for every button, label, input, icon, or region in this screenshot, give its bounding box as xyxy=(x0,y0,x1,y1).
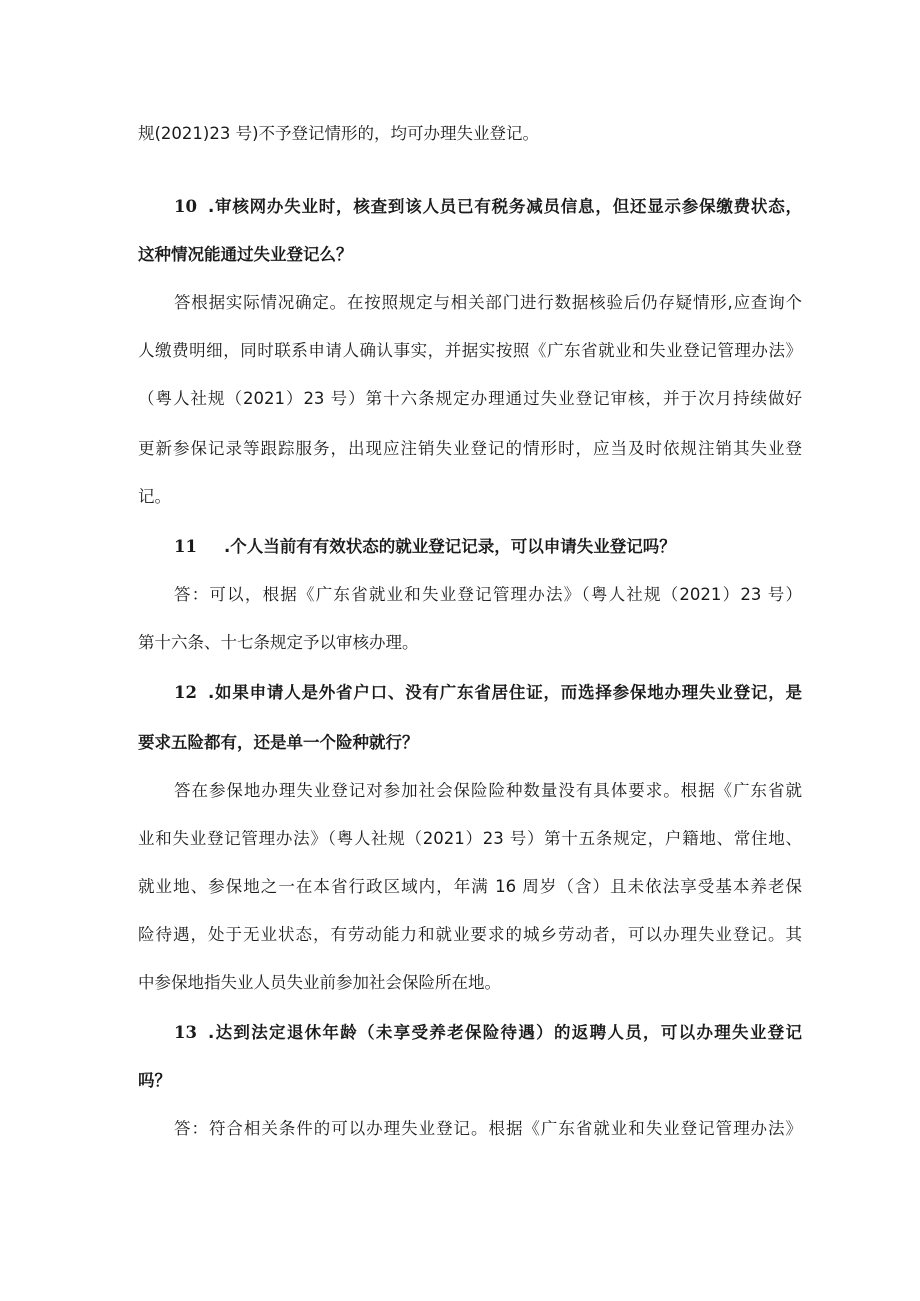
answer-10-line: 更新参保记录等跟踪服务，出现应注销失业登记的情形时，应当及时依规注销其失业登 xyxy=(138,439,802,458)
question-12-line-1 xyxy=(174,682,802,704)
question-number: 13 xyxy=(174,1023,197,1042)
answer-12-line: 中参保地指失业人员失业前参加社会保险所在地。 xyxy=(138,973,501,992)
question-number: 11 xyxy=(174,537,197,556)
answer-10-line: 答根据实际情况确定。在按照规定与相关部门进行数据核验后仍存疑情形,应查询个 xyxy=(174,293,802,312)
question-text: .如果申请人是外省户口、没有广东省居住证，而选择参保地办理失业登记，是 xyxy=(208,683,802,702)
answer-12-line: 险待遇，处于无业状态，有劳动能力和就业要求的城乡劳动者，可以办理失业登记。其 xyxy=(138,925,802,944)
question-text: .个人当前有有效状态的就业登记记录，可以申请失业登记吗？ xyxy=(224,537,676,556)
answer-13-line: 答：符合相关条件的可以办理失业登记。根据《广东省就业和失业登记管理办法》 xyxy=(174,1119,802,1138)
question-13-line-2: 吗？ xyxy=(138,1071,171,1090)
answer-12-line: 就业地、参保地之一在本省行政区域内，年满 16 周岁（含）且未依法享受基本养老保 xyxy=(138,877,802,896)
question-10-line-1 xyxy=(174,196,802,218)
question-number: 10 xyxy=(174,197,197,216)
question-12-line-2: 要求五险都有，还是单一个险种就行？ xyxy=(138,733,419,752)
question-11-line-1 xyxy=(174,536,802,558)
answer-11-line: 第十六条、十七条规定予以审核办理。 xyxy=(138,633,419,652)
paragraph-line: 规(2021)23 号)不予登记情形的，均可办理失业登记。 xyxy=(138,124,540,143)
answer-11-line: 答：可以，根据《广东省就业和失业登记管理办法》（粤人社规（2021）23 号） xyxy=(174,585,802,604)
question-number: 12 xyxy=(174,683,197,702)
question-13-line-1 xyxy=(174,1022,802,1044)
question-10-line-2: 这种情况能通过失业登记么？ xyxy=(138,245,353,264)
answer-10-line: 记。 xyxy=(138,487,171,506)
answer-10-line: 人缴费明细，同时联系申请人确认事实，并据实按照《广东省就业和失业登记管理办法》 xyxy=(138,341,802,360)
answer-12-line: 答在参保地办理失业登记对参加社会保险险种数量没有具体要求。根据《广东省就 xyxy=(174,781,802,800)
answer-10-line: （粤人社规（2021）23 号）第十六条规定办理通过失业登记审核，并于次月持续做好 xyxy=(138,389,802,408)
question-text: .达到法定退休年龄（未享受养老保险待遇）的返聘人员，可以办理失业登记 xyxy=(208,1023,802,1042)
question-text: .审核网办失业时，核查到该人员已有税务减员信息，但还显示参保缴费状态， xyxy=(208,197,802,216)
answer-12-line: 业和失业登记管理办法》（粤人社规（2021）23 号）第十五条规定，户籍地、常住地、 xyxy=(138,829,802,848)
